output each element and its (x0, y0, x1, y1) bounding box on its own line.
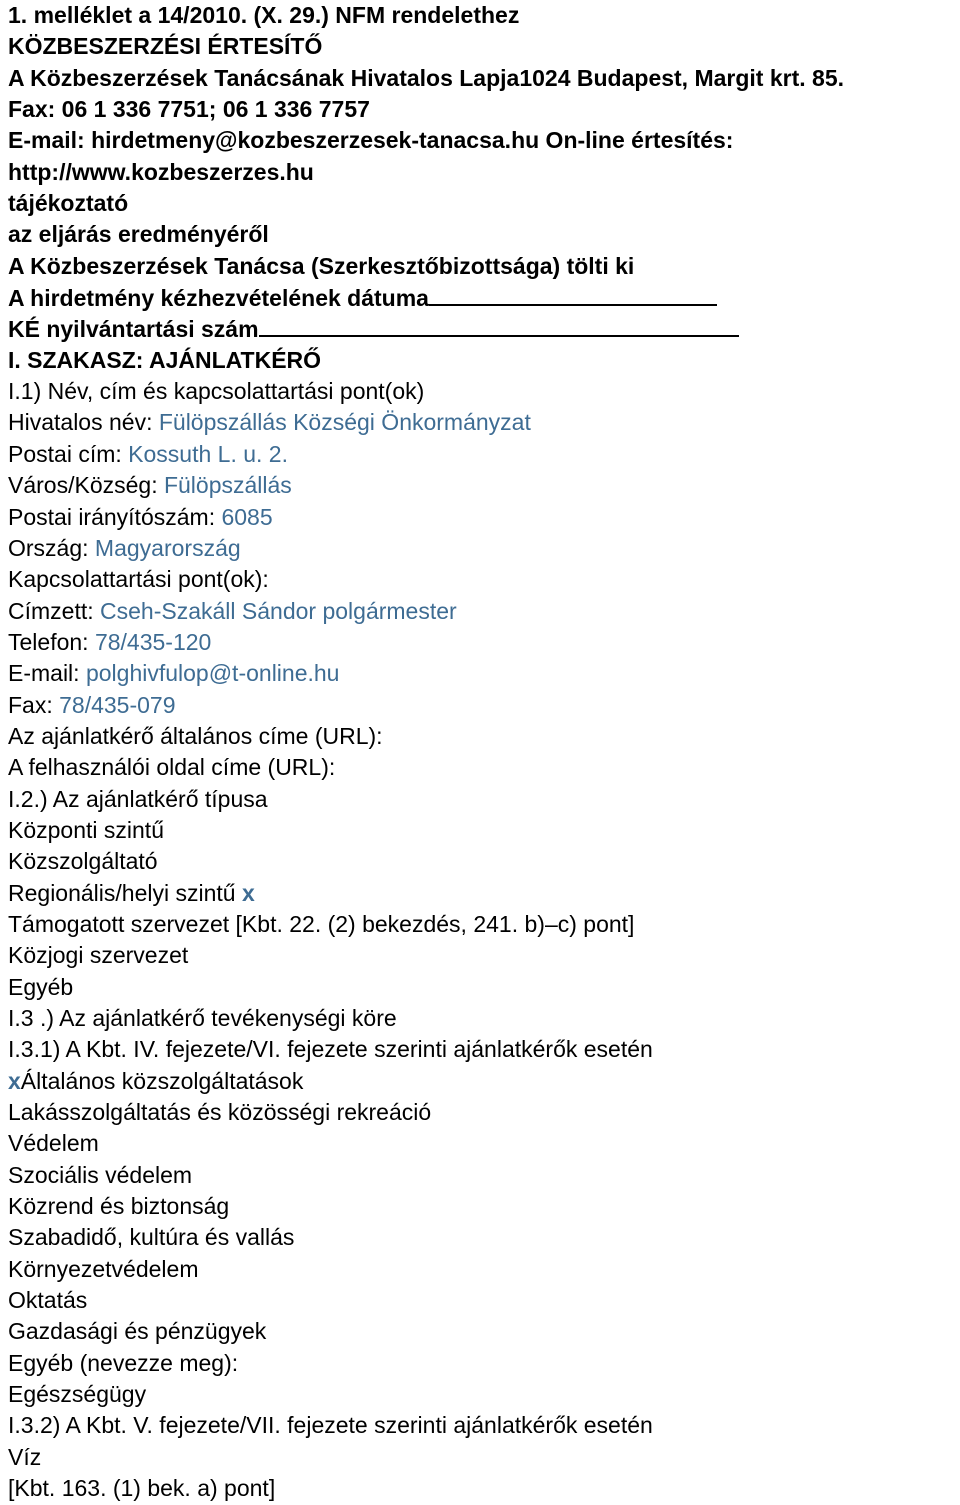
fax-row (8, 690, 960, 721)
postal-address-label: Postai cím: (8, 440, 129, 467)
addressee-label: Címzett: (8, 597, 101, 624)
official-name-label: Hivatalos név: (8, 409, 159, 436)
type-option: Közjogi szervezet (8, 942, 189, 969)
activity-option: Egészségügy (8, 1381, 147, 1408)
section-title: I. SZAKASZ: AJÁNLATKÉRŐ (8, 346, 322, 373)
activity-option: Védelem (8, 1130, 99, 1157)
type-option-label: Regionális/helyi szintű (8, 879, 242, 906)
registry-number-row (8, 313, 960, 344)
phone-row (8, 627, 960, 658)
publisher-address: A Közbeszerzések Tanácsának Hivatalos Lapja1024 Budapest, Margit krt. 85. (8, 64, 845, 91)
activity-option: Szociális védelem (8, 1161, 193, 1188)
phone-value: 78/435-120 (94, 628, 212, 655)
activity-option: Oktatás (8, 1287, 88, 1314)
legal-reference: [Kbt. 163. (1) bek. a) pont] (8, 1475, 276, 1502)
official-name-row (8, 407, 960, 438)
email-row (8, 658, 960, 689)
publisher-email: E-mail: hirdetmeny@kozbeszerzesek-tanacsa.hu On-line értesítés: (8, 127, 734, 154)
type-option: Egyéb (8, 973, 74, 1000)
subsection-contact: I.1) Név, cím és kapcsolattartási pont(ok) (8, 378, 425, 405)
country-label: Ország: (8, 534, 95, 561)
subsection-activity-utilities: I.3.2) A Kbt. V. fejezete/VII. fejezete szerinti ajánlatkérők esetén (8, 1412, 653, 1439)
registry-number-label: KÉ nyilvántartási szám (8, 316, 259, 343)
annex-reference: 1. melléklet a 14/2010. (X. 29.) NFM rendelethez (8, 2, 520, 28)
addressee-row (8, 596, 960, 627)
contact-points-label: Kapcsolattartási pont(ok): (8, 566, 269, 593)
city-value: Fülöpszállás (163, 472, 292, 499)
official-name-value: Fülöpszállás Községi Önkormányzat (158, 409, 531, 436)
receipt-date-row (8, 282, 960, 313)
type-option: Támogatott szervezet [Kbt. 22. (2) bekezdés, 241. b)–c) pont] (8, 910, 635, 937)
activity-option: Szabadidő, kultúra és vallás (8, 1224, 295, 1251)
notice-type: tájékoztató (8, 190, 129, 217)
activity-option: Lakásszolgáltatás és közösségi rekreáció (8, 1099, 432, 1126)
general-url-label: Az ajánlatkérő általános címe (URL): (8, 722, 383, 749)
phone-label: Telefon: (8, 628, 95, 655)
activity-option-label: Általános közszolgáltatások (20, 1067, 304, 1094)
subsection-type: I.2.) Az ajánlatkérő típusa (8, 785, 268, 812)
zip-row (8, 502, 960, 533)
subsection-activity: I.3 .) Az ajánlatkérő tevékenységi köre (8, 1005, 397, 1031)
city-row (8, 470, 960, 501)
activity-option: Gazdasági és pénzügyek (8, 1318, 267, 1345)
editorial-note: A Közbeszerzések Tanácsa (Szerkesztőbizottsága) tölti ki (8, 252, 635, 279)
activity-option: Egyéb (nevezze meg): (8, 1349, 239, 1376)
publisher-website: http://www.kozbeszerzes.hu (8, 158, 314, 185)
addressee-value: Cseh-Szakáll Sándor polgármester (100, 597, 457, 624)
publication-title: KÖZBESZERZÉSI ÉRTESÍTŐ (8, 33, 323, 60)
receipt-date-label: A hirdetmény kézhezvételének dátuma (8, 285, 429, 312)
postal-address-value: Kossuth L. u. 2. (128, 440, 288, 467)
fax-value: 78/435-079 (59, 691, 176, 718)
activity-option: Víz (8, 1443, 42, 1470)
zip-value: 6085 (221, 503, 273, 530)
activity-option: Környezetvédelem (8, 1255, 199, 1282)
type-option: Közszolgáltató (8, 848, 158, 875)
activity-option: Közrend és biztonság (8, 1193, 230, 1220)
receipt-date-blank (429, 282, 717, 306)
publisher-fax: Fax: 06 1 336 7751; 06 1 336 7757 (8, 96, 370, 123)
selected-mark: x (241, 879, 255, 906)
email-value: polghivfulop@t-online.hu (85, 660, 340, 687)
email-label: E-mail: (8, 660, 86, 687)
country-value: Magyarország (94, 534, 241, 561)
country-row (8, 533, 960, 564)
type-option-selected (8, 878, 960, 909)
buyer-profile-url-label: A felhasználói oldal címe (URL): (8, 754, 336, 781)
notice-subject: az eljárás eredményéről (8, 221, 269, 248)
type-option: Központi szintű (8, 816, 164, 843)
zip-label: Postai irányítószám: (8, 503, 222, 530)
selected-mark: x (8, 1067, 21, 1094)
registry-number-blank (259, 313, 739, 337)
activity-option-selected (8, 1066, 960, 1097)
fax-label: Fax: (8, 691, 60, 718)
city-label: Város/Község: (8, 472, 164, 499)
postal-address-row (8, 439, 960, 470)
subsection-activity-classic: I.3.1) A Kbt. IV. fejezete/VI. fejezete szerinti ajánlatkérők esetén (8, 1036, 653, 1063)
